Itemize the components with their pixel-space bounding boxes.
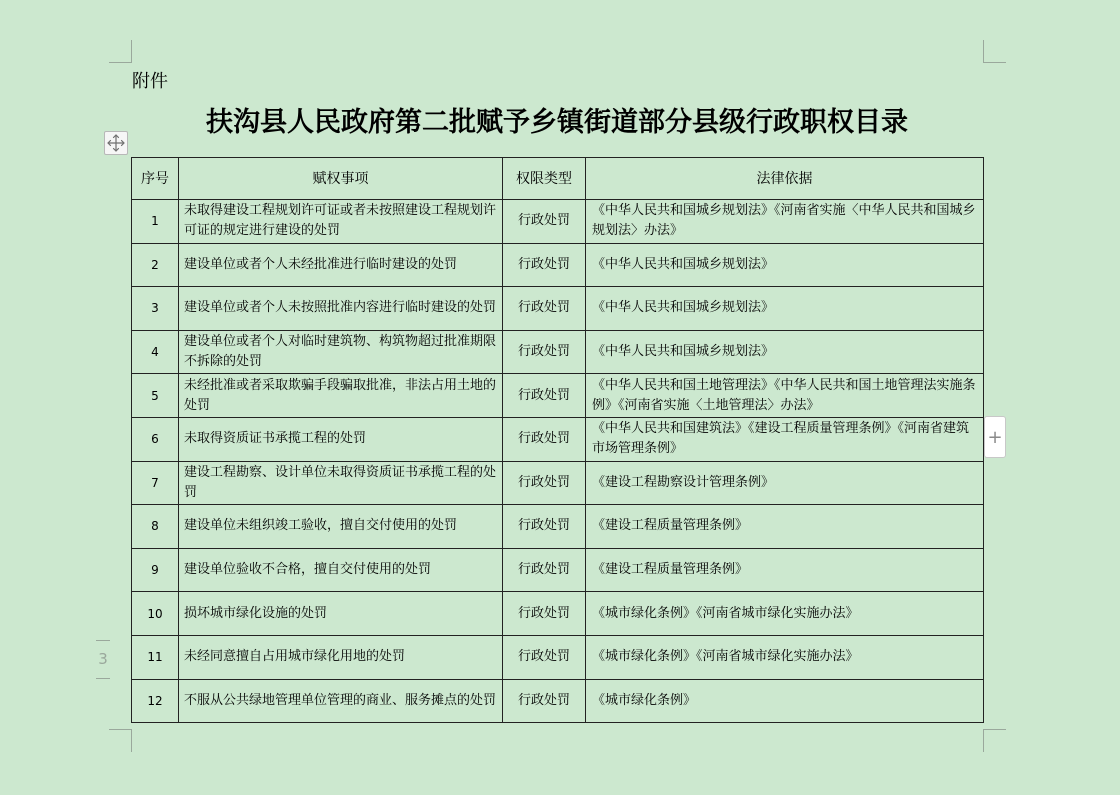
cell-type: 行政处罚 bbox=[503, 287, 586, 331]
cell-item: 未取得资质证书承揽工程的处罚 bbox=[179, 417, 503, 461]
crop-mark-bottom-right bbox=[983, 729, 1006, 752]
page-number: 3 bbox=[98, 650, 108, 668]
cell-item: 建设单位验收不合格，擅自交付使用的处罚 bbox=[179, 548, 503, 592]
plus-icon: + bbox=[987, 426, 1003, 448]
cell-item: 不服从公共绿地管理单位管理的商业、服务摊点的处罚 bbox=[179, 679, 503, 723]
cell-item: 建设单位未组织竣工验收，擅自交付使用的处罚 bbox=[179, 505, 503, 549]
powers-table bbox=[131, 157, 984, 723]
crop-mark-top-left bbox=[109, 40, 132, 63]
cell-item: 未经批准或者采取欺骗手段骗取批准，非法占用土地的处罚 bbox=[179, 374, 503, 418]
crop-mark-bottom-left bbox=[109, 729, 132, 752]
cell-no: 10 bbox=[132, 592, 179, 636]
cell-item: 未经同意擅自占用城市绿化用地的处罚 bbox=[179, 635, 503, 679]
table-row bbox=[132, 330, 984, 374]
cell-item: 建设单位或者个人未按照批准内容进行临时建设的处罚 bbox=[179, 287, 503, 331]
header-item: 赋权事项 bbox=[179, 158, 503, 200]
table-row bbox=[132, 635, 984, 679]
cell-item: 建设工程勘察、设计单位未取得资质证书承揽工程的处罚 bbox=[179, 461, 503, 505]
cell-no: 11 bbox=[132, 635, 179, 679]
cell-item: 损坏城市绿化设施的处罚 bbox=[179, 592, 503, 636]
page-marker-line-bottom bbox=[96, 678, 110, 679]
cell-item: 未取得建设工程规划许可证或者未按照建设工程规划许可证的规定进行建设的处罚 bbox=[179, 200, 503, 244]
cell-basis: 《城市绿化条例》 bbox=[586, 679, 984, 723]
table-row bbox=[132, 417, 984, 461]
cell-type: 行政处罚 bbox=[503, 635, 586, 679]
table-row bbox=[132, 548, 984, 592]
header-type: 权限类型 bbox=[503, 158, 586, 200]
cell-basis: 《建设工程勘察设计管理条例》 bbox=[586, 461, 984, 505]
table-row bbox=[132, 287, 984, 331]
header-no: 序号 bbox=[132, 158, 179, 200]
cell-basis: 《中华人民共和国城乡规划法》 bbox=[586, 287, 984, 331]
page-number-marker bbox=[96, 640, 110, 679]
table-row bbox=[132, 505, 984, 549]
cell-type: 行政处罚 bbox=[503, 374, 586, 418]
cell-no: 7 bbox=[132, 461, 179, 505]
cell-type: 行政处罚 bbox=[503, 505, 586, 549]
cell-basis: 《中华人民共和国城乡规划法》 bbox=[586, 330, 984, 374]
attachment-label: 附件 bbox=[132, 71, 168, 92]
table-row bbox=[132, 461, 984, 505]
table-row bbox=[132, 374, 984, 418]
table-move-handle[interactable] bbox=[104, 131, 128, 155]
cell-type: 行政处罚 bbox=[503, 461, 586, 505]
cell-basis: 《城市绿化条例》《河南省城市绿化实施办法》 bbox=[586, 635, 984, 679]
cell-no: 5 bbox=[132, 374, 179, 418]
table-row bbox=[132, 200, 984, 244]
cell-no: 12 bbox=[132, 679, 179, 723]
cell-no: 4 bbox=[132, 330, 179, 374]
cell-type: 行政处罚 bbox=[503, 592, 586, 636]
table-row bbox=[132, 592, 984, 636]
table-header-row bbox=[132, 158, 984, 200]
cell-basis: 《建设工程质量管理条例》 bbox=[586, 505, 984, 549]
cell-basis: 《中华人民共和国土地管理法》《中华人民共和国土地管理法实施条例》《河南省实施〈土地管理法〉办法》 bbox=[586, 374, 984, 418]
cell-type: 行政处罚 bbox=[503, 200, 586, 244]
cell-type: 行政处罚 bbox=[503, 679, 586, 723]
cell-type: 行政处罚 bbox=[503, 548, 586, 592]
cell-no: 3 bbox=[132, 287, 179, 331]
move-arrows-icon bbox=[105, 132, 127, 154]
cell-item: 建设单位或者个人对临时建筑物、构筑物超过批准期限不拆除的处罚 bbox=[179, 330, 503, 374]
cell-no: 9 bbox=[132, 548, 179, 592]
cell-no: 1 bbox=[132, 200, 179, 244]
cell-type: 行政处罚 bbox=[503, 243, 586, 287]
cell-no: 2 bbox=[132, 243, 179, 287]
cell-basis: 《中华人民共和国城乡规划法》《河南省实施〈中华人民共和国城乡规划法〉办法》 bbox=[586, 200, 984, 244]
table-row bbox=[132, 243, 984, 287]
cell-item: 建设单位或者个人未经批准进行临时建设的处罚 bbox=[179, 243, 503, 287]
document-title: 扶沟县人民政府第二批赋予乡镇街道部分县级行政职权目录 bbox=[206, 107, 908, 138]
cell-basis: 《中华人民共和国城乡规划法》 bbox=[586, 243, 984, 287]
cell-basis: 《中华人民共和国建筑法》《建设工程质量管理条例》《河南省建筑市场管理条例》 bbox=[586, 417, 984, 461]
cell-type: 行政处罚 bbox=[503, 330, 586, 374]
cell-type: 行政处罚 bbox=[503, 417, 586, 461]
table-add-column-button[interactable] bbox=[984, 416, 1006, 458]
header-basis: 法律依据 bbox=[586, 158, 984, 200]
cell-no: 6 bbox=[132, 417, 179, 461]
cell-basis: 《城市绿化条例》《河南省城市绿化实施办法》 bbox=[586, 592, 984, 636]
cell-basis: 《建设工程质量管理条例》 bbox=[586, 548, 984, 592]
table-row bbox=[132, 679, 984, 723]
cell-no: 8 bbox=[132, 505, 179, 549]
crop-mark-top-right bbox=[983, 40, 1006, 63]
